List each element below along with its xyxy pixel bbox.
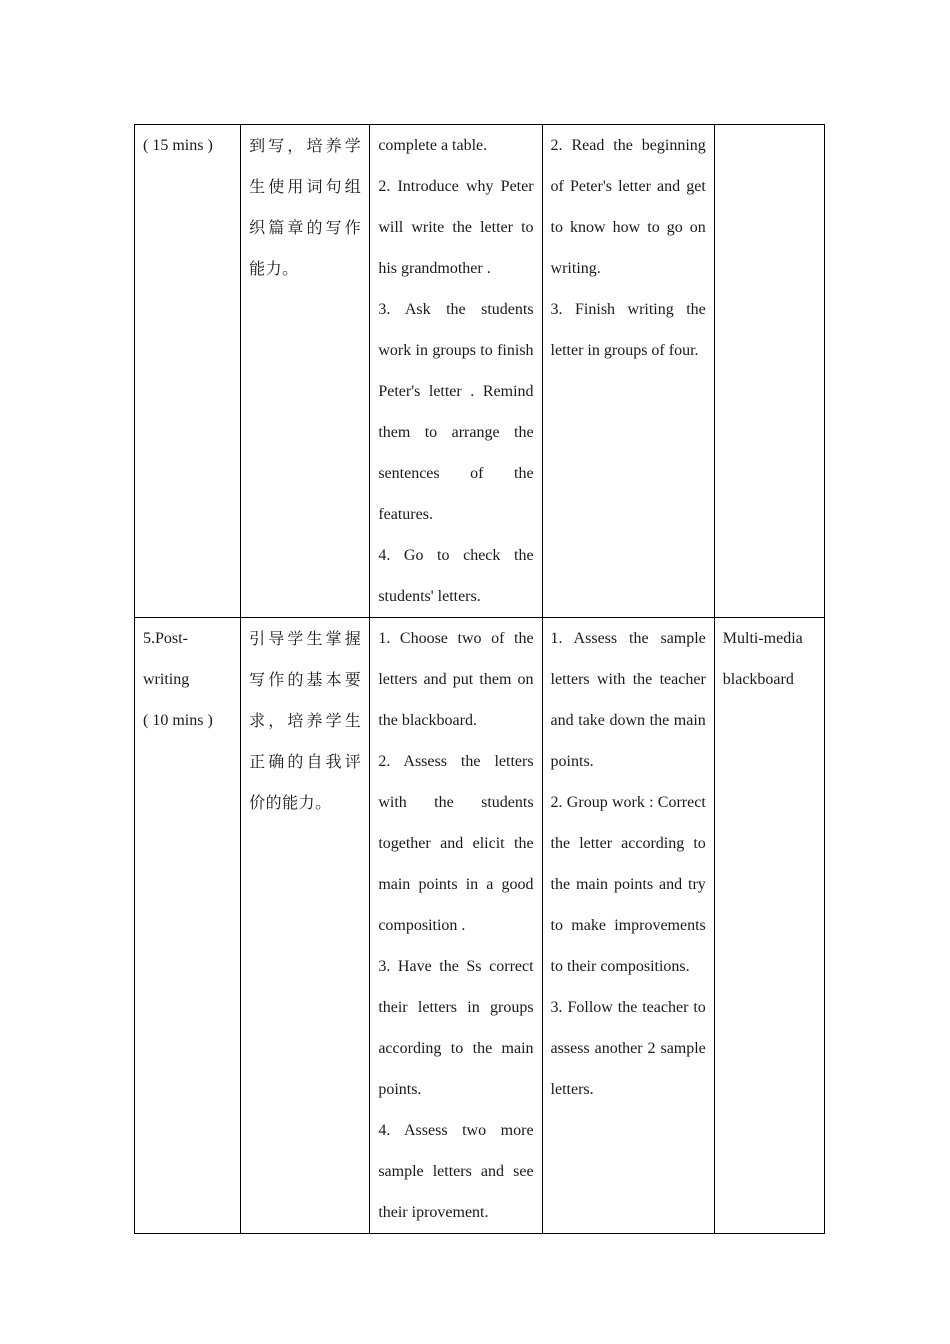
teacher-step: 3. Ask the students work in groups to finish Peter's letter . Remind them to arrange the sentences of the features. — [378, 301, 534, 523]
table-row — [135, 125, 825, 618]
teacher-step: complete a table. — [378, 137, 488, 154]
student-step: 3. Finish writing the letter in groups of four. — [550, 301, 706, 359]
stage-cell — [135, 125, 241, 618]
student-step: 2. Read the beginning of Peter's letter and get to know how to go on writing. — [550, 137, 706, 277]
stage-cell — [135, 618, 241, 1234]
stage-text: writing — [143, 671, 190, 688]
purpose-text: 引导学生掌握写作的基本要求，培养学生正确的自我评价的能力。 — [249, 629, 362, 812]
stage-text: 5.Post- — [143, 630, 188, 647]
stage-text: ( 10 mins ) — [143, 712, 213, 729]
teaching-aids-cell — [714, 618, 824, 1234]
teacher-activity-cell — [370, 125, 542, 618]
student-step: 2. Group work : Correct the letter according to the main points and try to make improvements to their compositions. — [550, 794, 706, 975]
teacher-step: 2. Assess the letters with the students together and elicit the main points in a good composition . — [378, 753, 534, 934]
teaching-aid: blackboard — [722, 671, 794, 688]
purpose-text: 到写，培养学生使用词句组织篇章的写作能力。 — [249, 136, 362, 278]
teaching-aid: Multi-media — [722, 630, 803, 647]
student-step: 3. Follow the teacher to assess another 2 sample letters. — [550, 999, 706, 1098]
lesson-plan-table — [134, 124, 825, 1234]
student-activity-cell — [542, 618, 714, 1234]
student-step: 1. Assess the sample letters with the teacher and take down the main points. — [550, 630, 706, 770]
teaching-aids-cell — [714, 125, 824, 618]
teacher-step: 2. Introduce why Peter will write the letter to his grandmother . — [378, 178, 534, 277]
teacher-step: 1. Choose two of the letters and put them on the blackboard. — [378, 630, 534, 729]
teacher-step: 3. Have the Ss correct their letters in groups according to the main points. — [378, 958, 534, 1098]
student-activity-cell — [542, 125, 714, 618]
teacher-activity-cell — [370, 618, 542, 1234]
stage-text: ( 15 mins ) — [143, 137, 213, 154]
table-row — [135, 618, 825, 1234]
teacher-step: 4. Go to check the students' letters. — [378, 547, 534, 605]
purpose-cell — [241, 125, 370, 618]
teacher-step: 4. Assess two more sample letters and see their iprovement. — [378, 1122, 534, 1221]
purpose-cell — [241, 618, 370, 1234]
